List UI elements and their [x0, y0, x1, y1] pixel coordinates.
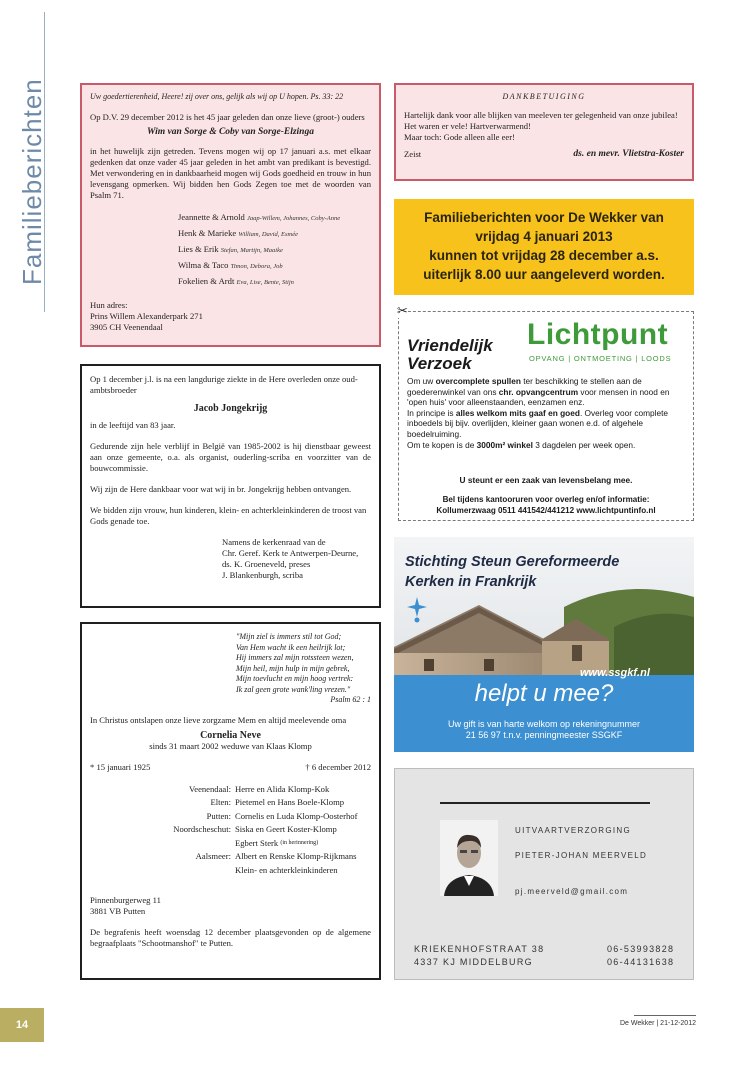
family-row	[90, 810, 371, 824]
text-bold: 3000m² winkel	[476, 439, 533, 450]
family-names: Klein- en achterkleinkinderen	[235, 864, 338, 875]
family-row	[90, 796, 371, 810]
contact-line: Kollumerzwaag 0511 441542/441212 www.lichtpuntinfo.nl	[436, 505, 656, 515]
family-row	[178, 226, 371, 242]
family-names: Siska en Geert Koster-Klomp	[235, 824, 337, 834]
lichtpunt-tagline: OPVANG | ONTMOETING | LOODS	[529, 354, 672, 363]
family-kids: Jaap-Willem, Johannes, Coby-Anne	[246, 214, 341, 222]
uitvaart-title: UITVAARTVERZORGING	[515, 826, 632, 835]
uitvaart-street: KRIEKENHOFSTRAAT 38	[414, 944, 545, 954]
ssgkf-cta: helpt u mee?	[474, 680, 614, 707]
ssgkf-gift	[394, 719, 694, 741]
signature-line: ds. K. Groeneveld, preses	[222, 559, 311, 569]
gift-line: Uw gift is van harte welkom op rekeningnummer	[447, 719, 641, 729]
ssgkf-title	[405, 552, 619, 592]
ssgkf-ad	[394, 537, 694, 752]
thanks-signature: ds. en mevr. Vlietstra-Koster	[573, 148, 684, 159]
thanks-place: Zeist	[404, 148, 422, 159]
uitvaart-phone: 06-53993828	[607, 944, 675, 954]
section-title: Familieberichten	[17, 78, 47, 285]
lichtpunt-paragraph	[407, 408, 687, 440]
thanks-title: DANKBETUIGING	[502, 92, 586, 101]
text-bold: overcomplete spullen	[435, 376, 521, 386]
text: . Overleg voor complete inboedels bij bijv. overlijden, kleiner gaan wonen e.d. of algehele boedelruiming.	[407, 407, 669, 439]
family-place	[90, 864, 235, 878]
lichtpunt-logo: Lichtpunt	[527, 318, 669, 351]
family-names: Herre en Alida Klomp-Kok	[235, 783, 330, 794]
family-row	[90, 850, 371, 864]
thanks-signature-row	[404, 149, 684, 160]
announcement-line: uiterlijk 8.00 uur aangeleverd worden.	[423, 267, 665, 282]
signature-line: Chr. Geref. Kerk te Antwerpen-Deurne,	[222, 548, 359, 558]
contact-line: Bel tijdens kantooruren voor overleg en/of informatie:	[442, 495, 650, 504]
neve-dates	[90, 762, 371, 773]
psalm-line: Mijn heil, mijn hulp in mijn gebrek,	[236, 663, 350, 673]
address-line: Prins Willem Alexanderpark 271	[90, 310, 203, 321]
thanks-line: Maar toch: Gode alleen alle eer!	[404, 131, 515, 142]
jongekrijg-notice	[80, 364, 381, 608]
family-names: Wilma & Taco	[178, 259, 229, 270]
text: Om te kopen is de	[407, 439, 477, 450]
psalm-line: Van Hem wacht ik een heilrijk lot;	[236, 642, 346, 652]
anniversary-notice	[80, 83, 381, 347]
thanks-notice	[394, 83, 694, 181]
anniversary-intro: Op D.V. 29 december 2012 is het 45 jaar geleden dan onze lieve (groot-) ouders	[90, 111, 365, 122]
uitvaart-name: PIETER-JOHAN MEERVELD	[515, 851, 648, 860]
announcement-line: vrijdag 4 januari 2013	[475, 229, 613, 244]
title-line: Kerken in Frankrijk	[405, 574, 537, 590]
address-label: Hun adres:	[90, 299, 128, 310]
lichtpunt-heading	[407, 337, 493, 373]
family-kids: Timon, Debora, Job	[230, 262, 283, 270]
psalm-reference: Psalm 62 : 1	[330, 695, 371, 704]
family-kids: Stefan, Martijn, Maaike	[220, 246, 283, 254]
family-kids: Eva, Lise, Bente, Stijn	[236, 278, 294, 286]
uitvaart-phone: 06-44131638	[607, 957, 675, 967]
announcement-line: kunnen tot vrijdag 28 december a.s.	[429, 248, 659, 263]
lichtpunt-body	[407, 376, 687, 450]
jongekrijg-paragraph: Wij zijn de Here dankbaar voor wat wij in br. Jongekrijg hebben ontvangen.	[90, 484, 352, 494]
family-names: Henk & Marieke	[178, 227, 237, 238]
text: voor mensen in nood en 'open huis' voor alleenstaanden, eenzamen enz.	[407, 386, 670, 408]
ssgkf-url[interactable]: www.ssgkf.nl	[580, 667, 650, 679]
heading-line: Verzoek	[407, 354, 472, 373]
family-place: Noordscheschut:	[173, 824, 231, 834]
birth-date: * 15 januari 1925	[90, 761, 151, 772]
family-row	[90, 864, 371, 878]
text: In principe is	[407, 407, 456, 418]
jongekrijg-signature	[222, 537, 371, 581]
jongekrijg-intro: Op 1 december j.l. is na een langdurige ziekte in de Here overleden onze oud-ambtsbroeder	[90, 374, 358, 395]
family-place: Elten:	[210, 797, 231, 807]
anniversary-quote: Uw goedertierenheid, Heere! zij over ons, gelijk als wij op U hopen. Ps. 33: 22	[90, 92, 344, 101]
text-bold: chr. opvangcentrum	[498, 386, 579, 397]
family-names: Fokelien & Ardt	[178, 275, 235, 286]
anniversary-body: in het huwelijk zijn getreden. Tevens mogen wij op 17 januari a.s. met elkaar gedenken dat onze vader 45 jaar geleden in het ambt van predikant is bevestigd. Met verwondering en in dankbaarheid mogen wij Gods goedheid en trouw in hun levensgang opmerken. Wij bidden hen Gods Zegen toe met de woorden van Psalm 71.	[90, 145, 371, 200]
neve-intro: In Christus ontslapen onze lieve zorgzame Mem en altijd meelevende oma	[90, 714, 347, 725]
psalm-line: Hij immers zal mijn rotssteen wezen,	[236, 653, 354, 662]
family-names: Jeannette & Arnold	[178, 211, 245, 222]
psalm-line: Ik zal geen grote wank'ling vrezen."	[236, 684, 351, 694]
text: 3 dagdelen per week open.	[532, 439, 636, 450]
lichtpunt-paragraph	[407, 440, 687, 451]
neve-notice	[80, 622, 381, 980]
psalm-quote	[236, 632, 371, 706]
family-row	[90, 823, 371, 837]
death-date: † 6 december 2012	[305, 761, 371, 772]
anniversary-family	[178, 210, 371, 290]
family-place	[90, 837, 235, 851]
page-number: 14	[0, 1008, 44, 1042]
family-row	[178, 210, 371, 226]
family-names: Cornelis en Luda Klomp-Oosterhof	[235, 810, 358, 821]
lichtpunt-paragraph	[407, 376, 687, 408]
family-place: Aalsmeer:	[195, 851, 231, 861]
family-names: Pietemel en Hans Boele-Klomp	[235, 797, 345, 807]
footer-rule	[634, 1015, 696, 1016]
thanks-line: Hartelijk dank voor alle blijken van meeleven ter gelegenheid van onze jubilea!	[404, 109, 678, 120]
family-row	[90, 783, 371, 797]
thanks-line: Het waren er vele! Hartverwarmend!	[404, 120, 531, 131]
neve-address: 3881 VB Putten	[90, 906, 146, 916]
neve-funeral: De begrafenis heeft woensdag 12 december plaatsgevonden op de algemene begraafplaats "Schootmanshof" te Putten.	[90, 927, 371, 948]
neve-address: Pinnenburgerweg 11	[90, 895, 161, 905]
psalm-line: Mijn toevlucht en mijn hoog vertrek:	[236, 674, 354, 683]
anniversary-names: Wim van Sorge & Coby van Sorge-Elzinga	[147, 126, 314, 137]
card-rule	[440, 802, 650, 804]
family-note: (in herinnering)	[280, 839, 319, 846]
jongekrijg-name: Jacob Jongekrijg	[193, 403, 268, 414]
lichtpunt-support: U steunt er een zaak van levensbelang mee.	[459, 475, 633, 485]
text: ter beschikking te stellen aan de goederenwinkel van ons	[407, 376, 642, 397]
family-names: Albert en Renske Klomp-Rijkmans	[235, 851, 357, 861]
text: Om uw	[407, 376, 436, 386]
family-names: Egbert Sterk	[235, 837, 279, 848]
uitvaart-city: 4337 KJ MIDDELBURG	[414, 957, 533, 967]
family-row	[178, 258, 371, 274]
neve-since: sinds 31 maart 2002 weduwe van Klaas Klomp	[149, 740, 312, 751]
jongekrijg-paragraph: We bidden zijn vrouw, hun kinderen, klein- en achterkleinkinderen de troost van Gods genade toe.	[90, 505, 367, 526]
address-line: 3905 CH Veenendaal	[90, 321, 163, 332]
family-row	[178, 242, 371, 258]
jongekrijg-age: in de leeftijd van 83 jaar.	[90, 420, 176, 430]
heading-line: Vriendelijk	[407, 336, 493, 355]
neve-name: Cornelia Neve	[200, 729, 261, 741]
lichtpunt-ad	[397, 304, 694, 521]
portrait-photo	[440, 820, 498, 896]
text-bold: alles welkom mits gaaf en goed	[455, 407, 580, 418]
signature-line: Namens de kerkenraad van de	[222, 537, 326, 547]
family-row	[90, 837, 371, 851]
uitvaart-card	[394, 768, 694, 980]
uitvaart-email[interactable]: pj.meerveld@gmail.com	[515, 887, 629, 896]
deadline-announcement	[394, 199, 694, 295]
announcement-line: Familieberichten voor De Wekker van	[424, 210, 664, 225]
signature-line: J. Blankenburgh, scriba	[222, 570, 303, 580]
family-names: Lies & Erik	[178, 243, 219, 254]
footer-issue: De Wekker | 21-12-2012	[619, 1020, 696, 1027]
huguenot-cross-icon	[405, 595, 429, 623]
psalm-line: "Mijn ziel is immers stil tot God;	[236, 632, 342, 641]
family-row	[178, 274, 371, 290]
jongekrijg-paragraph: Gedurende zijn hele verblijf in België van 1985-2002 is hij dienstbaar geweest aan onze gemeente, o.a. als organist, ouderling-scriba en voorzitter van de bouwcommissie.	[90, 441, 371, 473]
title-line: Stichting Steun Gereformeerde	[405, 554, 620, 570]
gift-line: 21 56 97 t.n.v. penningmeester SSGKF	[465, 730, 623, 740]
scissors-icon: ✂	[397, 304, 408, 319]
family-place: Veenendaal:	[189, 783, 231, 794]
family-kids: William, David, Esmée	[238, 230, 298, 238]
neve-family	[90, 783, 371, 878]
lichtpunt-contact	[399, 495, 693, 516]
family-place: Putten:	[206, 810, 231, 821]
